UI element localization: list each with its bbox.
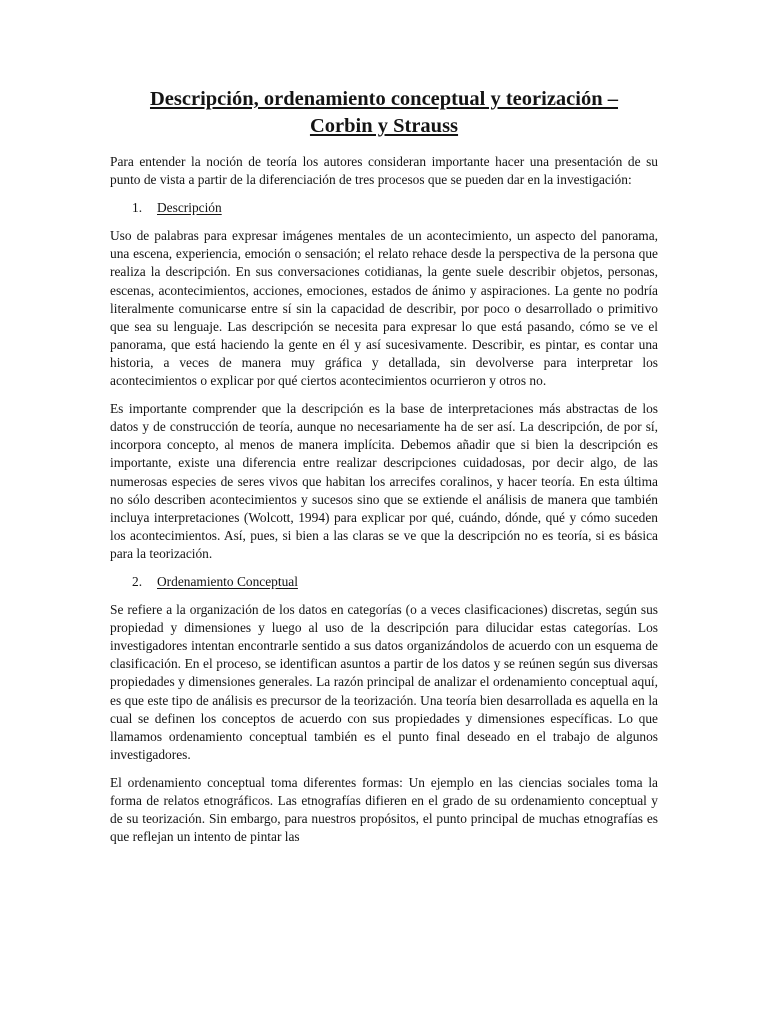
ordenamiento-paragraph-1: Se refiere a la organización de los datos en categorías (o a veces clasificaciones) discretas, según sus propiedad y dimensiones y luego al uso de la descripción para dilucidar estas categorías. Los investigadores intentan encontrarle sentido a sus datos organizándolos de acuerdo con un esquema de clasificación. En el proceso, se identifican asuntos a partir de los datos y se reúnen según sus diversas propiedades y dimensiones generales. La razón principal de analizar el ordenamiento conceptual aquí, es que este tipo de análisis es precursor de la teorización. Una teoría bien desarrollada es aquella en la cual se definen los conceptos de acuerdo con sus propiedades y dimensiones específicas. Lo que llamamos ordenamiento conceptual también es el punto final deseado en el trabajo de algunos investigadores. bbox=[110, 602, 658, 762]
section-number: 1. bbox=[132, 200, 143, 216]
document-title bbox=[110, 86, 658, 140]
section-heading-descripcion bbox=[110, 199, 658, 217]
descripcion-paragraph-1: Uso de palabras para expresar imágenes mentales de un acontecimiento, un aspecto del panorama, una escena, experiencia, emoción o sensación; el relato rehace desde la perspectiva de la persona que realiza la descripción. En sus conversaciones cotidianas, la gente suele describir objetos, personas, escenas, acontecimientos, acciones, emociones, estados de ánimo y aspiraciones. La gente no podría literalmente comunicarse entre sí sin la capacidad de describir, por poco o desarrollado o primitivo que sea su lenguaje. Las descripción se necesita para expresar lo que está pasando, cómo se ve el panorama, que está haciendo la gente en él y así sucesivamente. Describir, es pintar, es contar una historia, a veces de manera muy gráfica y detallada, sin devolverse para interpretar los acontecimientos o explicar por qué ciertos acontecimientos ocurrieron y otros no. bbox=[110, 228, 658, 389]
title-line-1: Descripción, ordenamiento conceptual y teorización – bbox=[149, 88, 618, 110]
ordenamiento-paragraph-2: El ordenamiento conceptual toma diferentes formas: Un ejemplo en las ciencias sociales toma la forma de relatos etnográficos. Las etnografías difieren en el grado de su ordenamiento conceptual y de su teorización. Sin embargo, para nuestros propósitos, el punto principal de muchas etnografías es que reflejan un intento de pintar las bbox=[110, 774, 658, 845]
section-title: Ordenamiento Conceptual bbox=[157, 573, 298, 589]
descripcion-paragraph-2: Es importante comprender que la descripción es la base de interpretaciones más abstractas de los datos y de construcción de teoría, aunque no necesariamente ha de ser así. La descripción, de por sí, incorpora concepto, al menos de manera implícita. Debemos añadir que si bien la descripción es importante, existe una diferencia entre realizar descripciones cuidadosas, por decir algo, de las numerosas especies de seres vivos que habitan los arrecifes coralinos, y hacer teoría. En esta última no sólo describen acontecimientos y sucesos sino que se extiende el análisis de manera que también incluya interpretaciones (Wolcott, 1994) para explicar por qué, cuándo, dónde, qué y cómo suceden los acontecimientos. Así, pues, si bien a las claras se ve que la descripción no es teoría, si es básica para la teorización. bbox=[110, 401, 658, 561]
document-page bbox=[110, 86, 658, 846]
title-line-2: Corbin y Strauss bbox=[309, 115, 459, 137]
section-heading-ordenamiento bbox=[110, 573, 658, 591]
section-title: Descripción bbox=[157, 200, 222, 216]
intro-paragraph: Para entender la noción de teoría los autores consideran importante hacer una presentación de su punto de vista a partir de la diferenciación de tres procesos que se pueden dar en la investigación: bbox=[110, 154, 658, 188]
section-number: 2. bbox=[132, 573, 143, 589]
